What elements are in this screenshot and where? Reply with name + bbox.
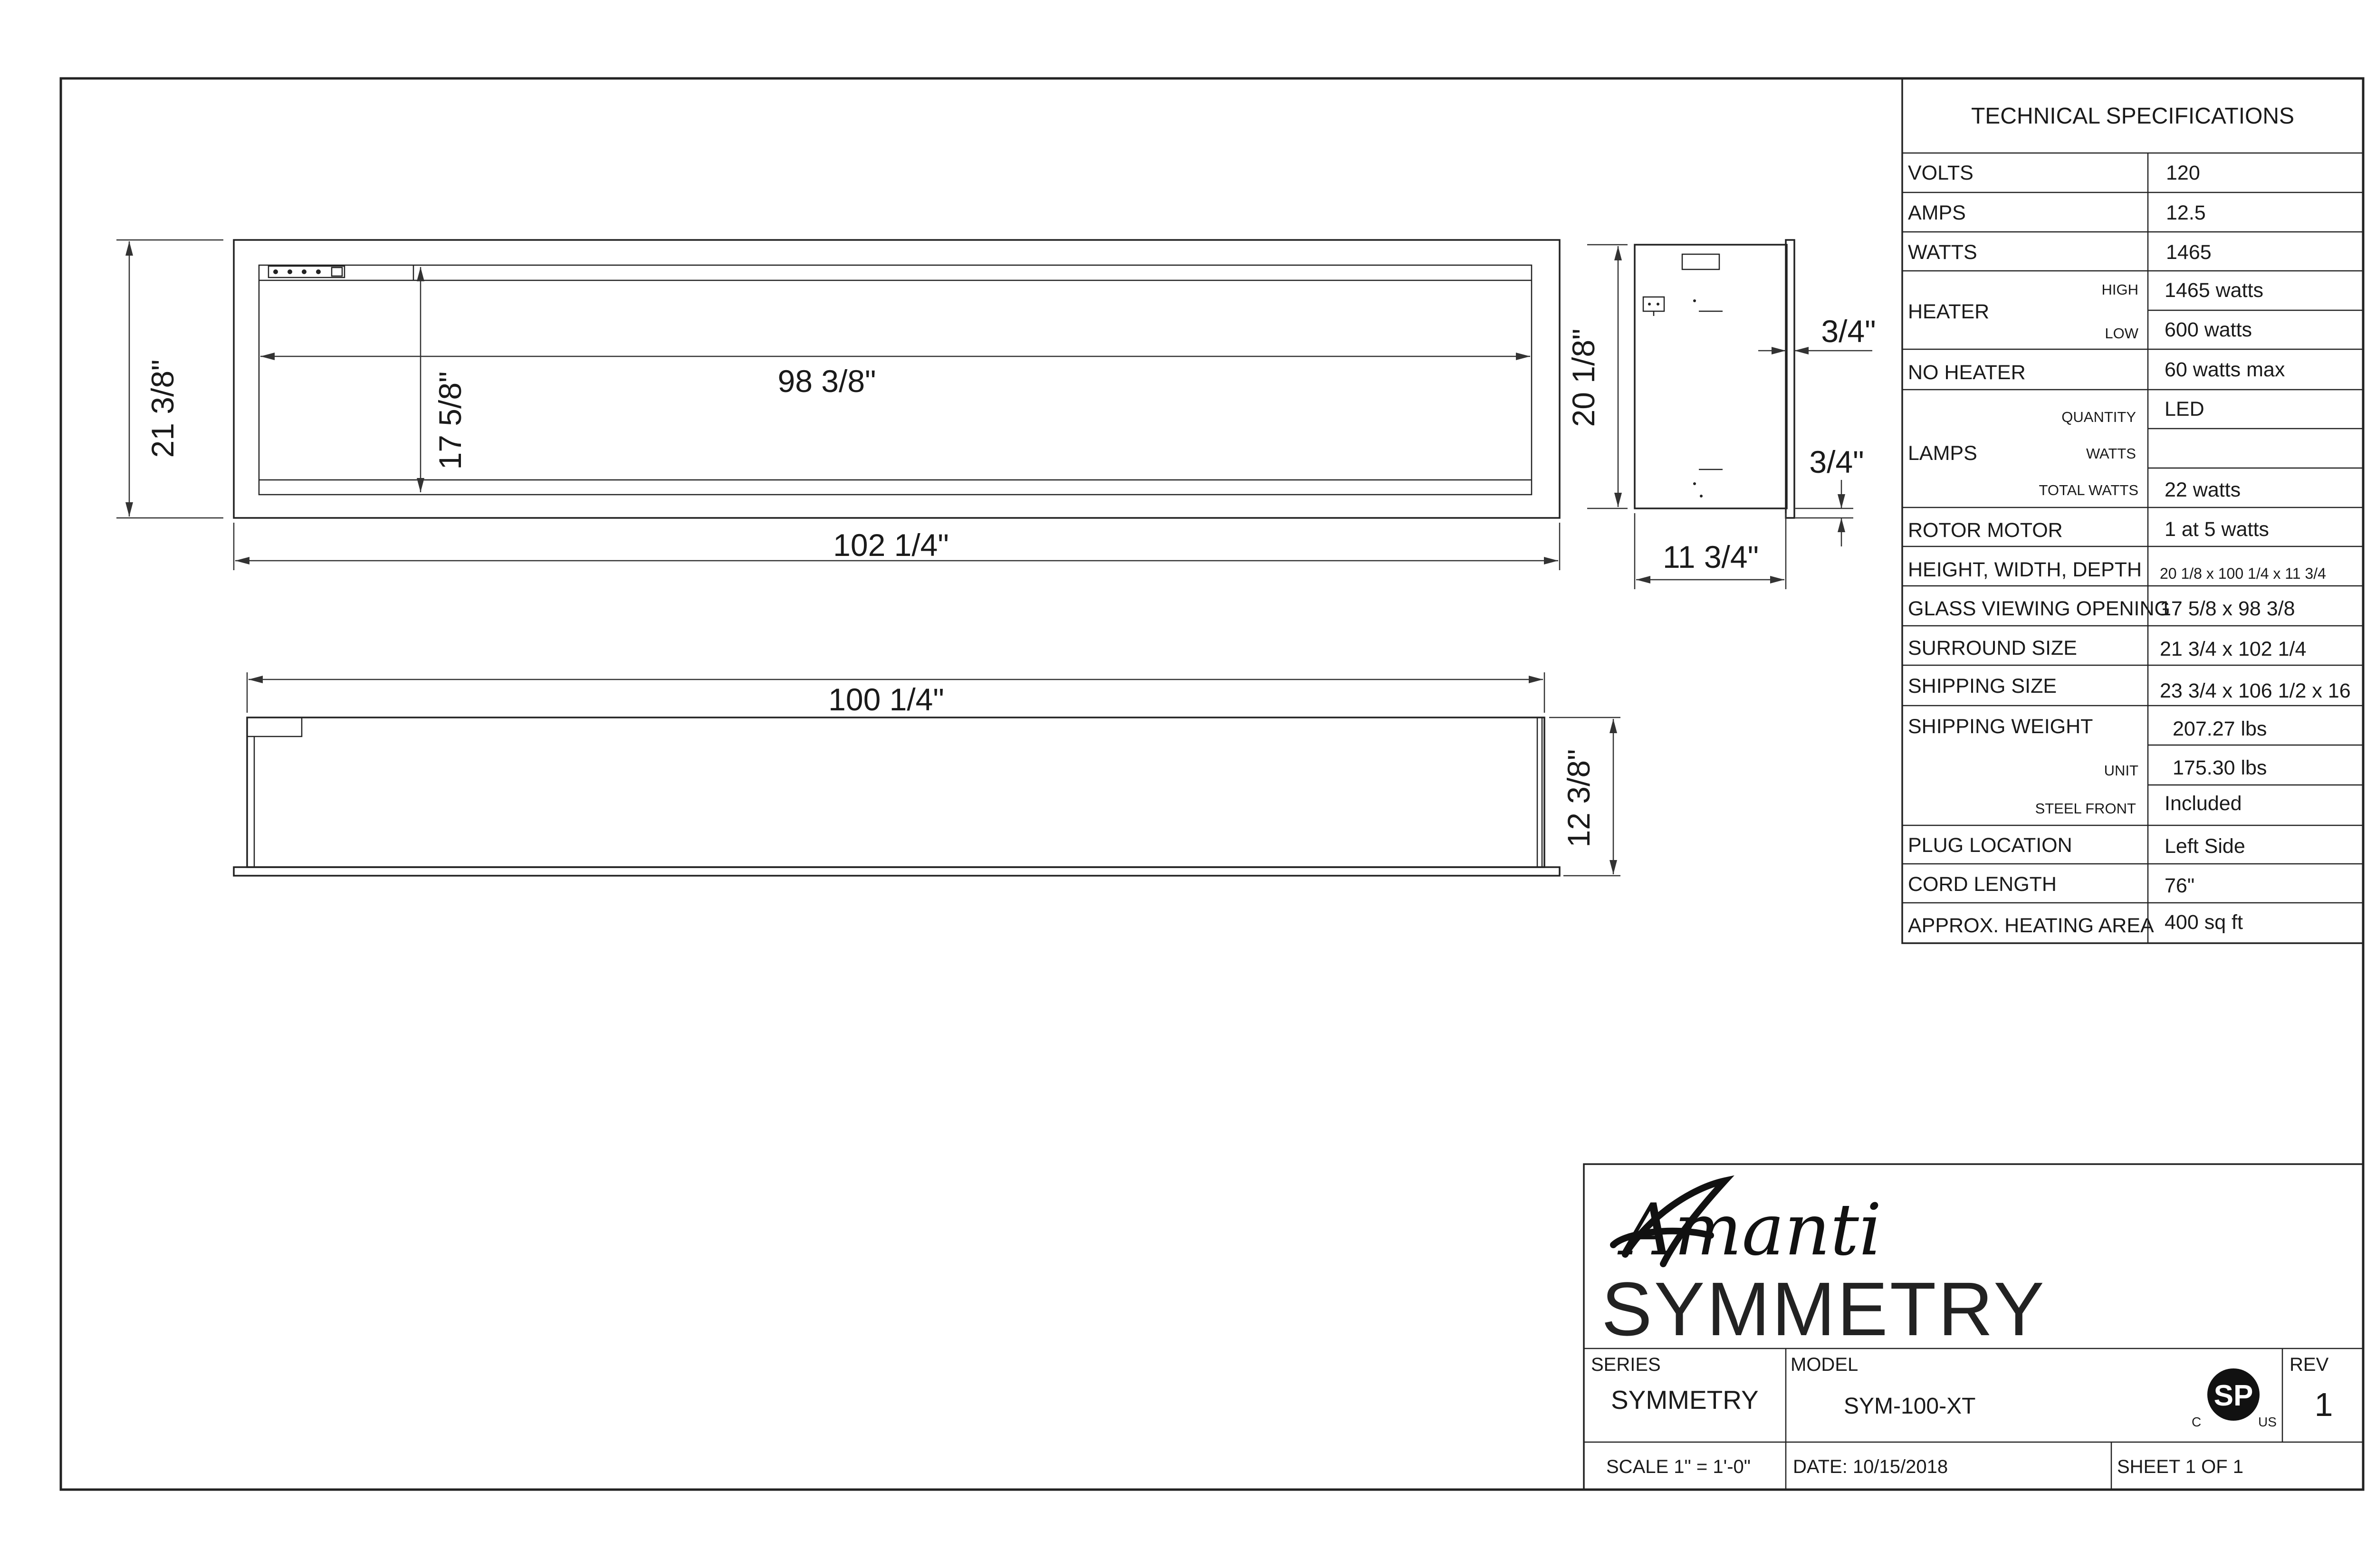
amanti-logo	[1613, 1181, 1882, 1272]
spec-title: TECHNICAL SPECIFICATIONS	[1971, 104, 2295, 129]
spec-hwd-label: HEIGHT, WIDTH, DEPTH	[1908, 558, 2142, 581]
spec-heater-low-value: 600 watts	[2165, 318, 2252, 341]
spec-cord-value: 76"	[2165, 874, 2195, 897]
spec-lamps-total-value: 22 watts	[2165, 478, 2241, 501]
front-overall-width-label: 102 1/4"	[833, 527, 949, 563]
model-value: SYM-100-XT	[1844, 1394, 1976, 1419]
spec-volts-value: 120	[2166, 162, 2200, 184]
model-label: MODEL	[1791, 1354, 1859, 1375]
svg-text:US: US	[2258, 1415, 2277, 1429]
top-width-dim	[247, 672, 1544, 717]
spec-watts-value: 1465	[2166, 241, 2212, 264]
spec-glass-label: GLASS VIEWING OPENING	[1908, 597, 2170, 620]
spec-heater-high-label: HIGH	[2101, 281, 2138, 298]
front-inner-width-label: 98 3/8"	[777, 363, 876, 399]
spec-table	[1902, 78, 2363, 943]
series-value: SYMMETRY	[1611, 1385, 1759, 1415]
spec-unit-label: UNIT	[2104, 762, 2138, 779]
front-glass-height-label: 17 5/8"	[432, 371, 468, 470]
spec-heater-high-value: 1465 watts	[2165, 279, 2263, 302]
side-flange-top-dim	[1758, 314, 1876, 354]
spec-watts-label: WATTS	[1908, 241, 1977, 264]
spec-heater-low-label: LOW	[2105, 325, 2138, 342]
rev-value: 1	[2314, 1386, 2333, 1423]
spec-cord-label: CORD LENGTH	[1908, 873, 2057, 896]
spec-noheater-label: NO HEATER	[1908, 361, 2026, 384]
front-view	[116, 240, 1560, 570]
spec-noheater-value: 60 watts max	[2165, 358, 2285, 381]
front-glass-height-dim	[417, 267, 468, 492]
control-panel	[268, 266, 345, 277]
spec-rotor-value: 1 at 5 watts	[2165, 518, 2269, 541]
spec-area-label: APPROX. HEATING AREA	[1908, 914, 2154, 937]
spec-unit-value: 175.30 lbs	[2173, 756, 2267, 779]
side-height-dim	[1566, 245, 1628, 508]
spec-lamps-label: LAMPS	[1908, 442, 1977, 465]
rev-label: REV	[2290, 1354, 2329, 1375]
spec-shipsize-label: SHIPPING SIZE	[1908, 675, 2057, 698]
side-flange-top-label: 3/4"	[1821, 314, 1876, 349]
spec-plug-value: Left Side	[2165, 835, 2245, 858]
spec-surround-label: SURROUND SIZE	[1908, 637, 2077, 660]
spec-surround-value: 21 3/4 x 102 1/4	[2160, 638, 2307, 660]
spec-shipsize-value: 23 3/4 x 106 1/2 x 16	[2160, 679, 2351, 702]
top-width-label: 100 1/4"	[828, 682, 944, 717]
spec-lamps-quantity-label: QUANTITY	[2061, 409, 2136, 425]
side-depth-dim	[1635, 513, 1786, 589]
top-body	[247, 717, 1544, 867]
top-depth-label: 12 3/8"	[1561, 749, 1596, 848]
spec-hwd-value: 20 1/8 x 100 1/4 x 11 3/4	[2160, 565, 2326, 582]
front-overall-width-dim	[234, 523, 1560, 570]
spec-amps-value: 12.5	[2166, 201, 2206, 224]
top-front-plate	[234, 867, 1560, 876]
spec-heater-label: HEATER	[1908, 300, 1990, 323]
svg-text:C: C	[2192, 1415, 2202, 1429]
side-depth-label: 11 3/4"	[1662, 539, 1759, 574]
spec-area-value: 400 sq ft	[2165, 911, 2243, 934]
spec-steel-label: STEEL FRONT	[2035, 800, 2136, 817]
top-view	[234, 672, 1620, 876]
side-view	[1566, 240, 1876, 589]
product-name: SYMMETRY	[1601, 1266, 2046, 1351]
front-overall-height-dim	[116, 240, 223, 518]
spec-rotor-label: ROTOR MOTOR	[1908, 519, 2063, 542]
sheet-text: SHEET 1 OF 1	[2117, 1456, 2244, 1477]
title-block	[1584, 1164, 2363, 1490]
side-flange-bottom-label: 3/4"	[1809, 444, 1864, 479]
top-depth-dim	[1549, 717, 1620, 876]
spec-lamps-quantity-value: LED	[2165, 398, 2204, 421]
spec-volts-label: VOLTS	[1908, 162, 1974, 184]
brand-script: Amanti	[1623, 1189, 1882, 1272]
spec-amps-label: AMPS	[1908, 201, 1966, 224]
spec-glass-value: 17 5/8 x 98 3/8	[2160, 597, 2295, 620]
spec-lamps-watts-label: WATTS	[2086, 445, 2136, 462]
svg-text:SP: SP	[2213, 1379, 2253, 1412]
date-text: DATE: 10/15/2018	[1793, 1456, 1948, 1477]
spec-steel-value: Included	[2165, 792, 2242, 815]
csa-mark	[2192, 1368, 2277, 1429]
side-height-label: 20 1/8"	[1566, 328, 1601, 427]
spec-plug-label: PLUG LOCATION	[1908, 834, 2072, 857]
side-flange-bottom-dim	[1795, 444, 1864, 546]
scale-text: SCALE 1" = 1'-0"	[1606, 1456, 1751, 1477]
series-label: SERIES	[1591, 1354, 1661, 1375]
spec-shipweight-label: SHIPPING WEIGHT	[1908, 715, 2093, 738]
front-overall-height-label: 21 3/8"	[145, 359, 180, 458]
spec-shipweight-value: 207.27 lbs	[2173, 717, 2267, 740]
spec-lamps-total-label: TOTAL WATTS	[2039, 482, 2138, 498]
